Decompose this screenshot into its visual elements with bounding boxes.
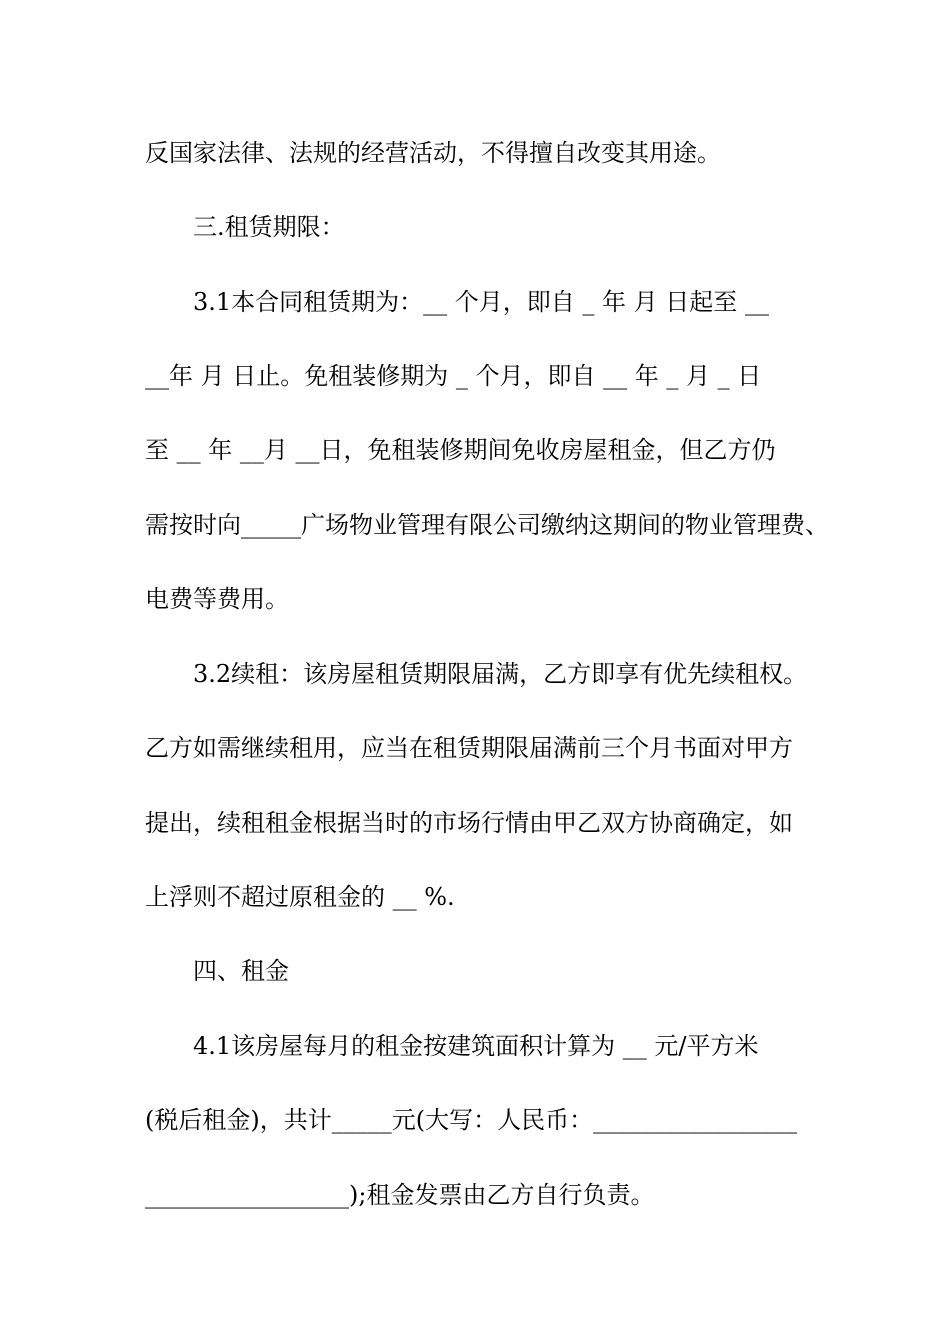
paragraph-line: 3.1本合同租赁期为：__ 个月，即自 _ 年 月 日起至 __ bbox=[193, 288, 769, 316]
paragraph-line: 上浮则不超过原租金的 __ %. bbox=[145, 883, 455, 911]
paragraph-line: 需按时向_____广场物业管理有限公司缴纳这期间的物业管理费、 bbox=[145, 511, 829, 539]
paragraph-line: 乙方如需继续租用，应当在租赁期限届满前三个月书面对甲方 bbox=[145, 734, 793, 762]
paragraph-line: 电费等费用。 bbox=[145, 585, 289, 613]
paragraph-line: 3.2续租：该房屋租赁期限届满，乙方即享有优先续租权。 bbox=[193, 660, 808, 688]
paragraph-line: 至 __ 年 __月 __日，免租装修期间免收房屋租金，但乙方仍 bbox=[145, 436, 776, 464]
section-heading-lease-term: 三.租赁期限： bbox=[193, 213, 345, 241]
paragraph-line: 反国家法律、法规的经营活动，不得擅自改变其用途。 bbox=[145, 139, 721, 167]
paragraph-line: _________________);租金发票由乙方自行负责。 bbox=[145, 1181, 655, 1209]
paragraph-line: 提出，续租租金根据当时的市场行情由甲乙双方协商确定，如 bbox=[145, 809, 793, 837]
section-heading-rent: 四、租金 bbox=[193, 957, 289, 985]
paragraph-line: __年 月 日止。免租装修期为 _ 个月，即自 __ 年 _ 月 _ 日 bbox=[145, 362, 762, 390]
paragraph-line: (税后租金)，共计_____元(大写：人民币：_________________ bbox=[145, 1106, 798, 1134]
paragraph-line: 4.1该房屋每月的租金按建筑面积计算为 __ 元/平方米 bbox=[193, 1032, 759, 1060]
